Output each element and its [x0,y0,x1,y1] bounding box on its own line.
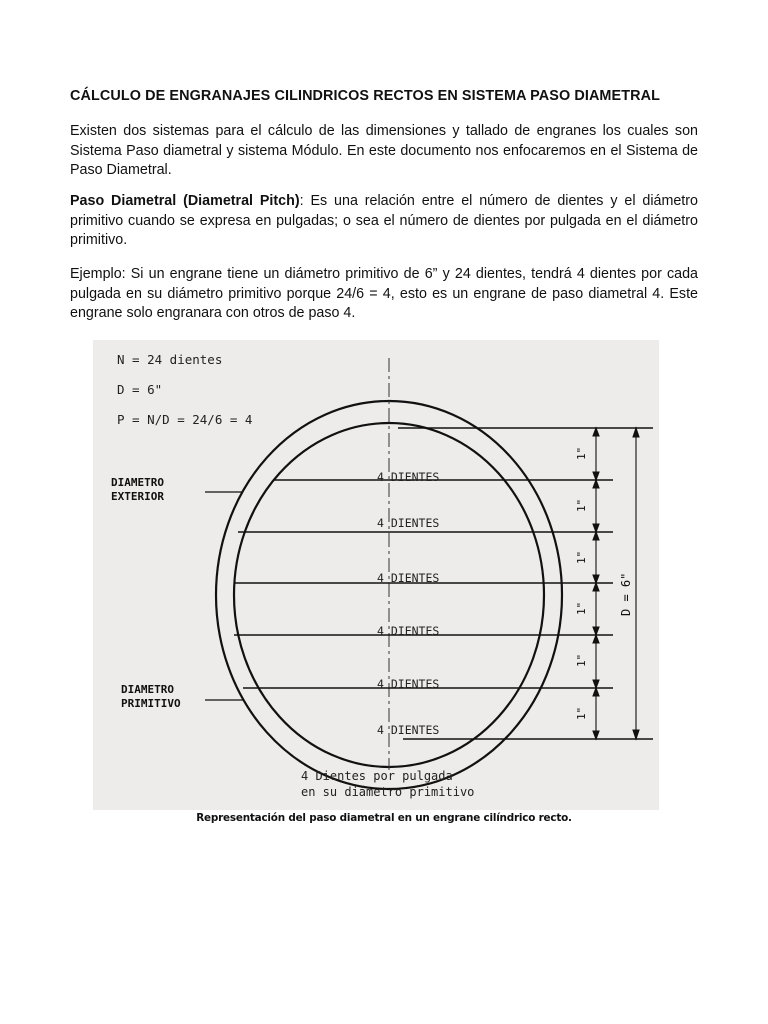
total-diameter-label: D = 6" [619,572,633,616]
definition-term: Paso Diametral (Diametral Pitch) [70,193,300,209]
definition-paragraph [70,192,698,251]
band-label-1: 4 DIENTES [377,470,440,484]
band-label-6: 4 DIENTES [377,723,440,737]
total-dimension-line [633,428,639,739]
band-label-4: 4 DIENTES [377,624,440,638]
bottom-note-line2: en su diámetro primitivo [301,785,475,799]
inch-label-2: 1" [575,498,588,512]
gear-diagram [93,340,659,810]
figure-caption: Representación del paso diametral en un engrane cilíndrico recto. [196,812,572,824]
band-label-2: 4 DIENTES [377,516,440,530]
bottom-note-line1: 4 Dientes por pulgada [301,769,453,783]
inch-label-5: 1" [575,653,588,667]
inch-label-4: 1" [575,601,588,615]
inch-label-1: 1" [575,446,588,460]
band-label-3: 4 DIENTES [377,571,440,585]
diametral-pitch-figure [93,340,659,810]
formula-d: D = 6" [117,382,163,397]
document-title: CÁLCULO DE ENGRANAJES CILINDRICOS RECTOS EN SISTEMA PASO DIAMETRAL [70,88,660,104]
formula-p: P = N/D = 24/6 = 4 [117,412,253,427]
inch-label-6: 1" [575,706,588,720]
pitch-diameter-label-line2: PRIMITIVO [121,697,181,710]
outer-diameter-label-line1: DIAMETRO [111,476,164,489]
outer-diameter-label-line2: EXTERIOR [111,490,164,503]
definition-text: : Es una relación entre el número de dientes y el diámetro primitivo cuando se expresa en pulgadas; o sea el número de dientes por pulgada en el diámetro primitivo. [70,193,698,248]
band-label-5: 4 DIENTES [377,677,440,691]
pitch-diameter-label-line1: DIAMETRO [121,683,174,696]
intro-paragraph: Existen dos sistemas para el cálculo de las dimensiones y tallado de engranes los cuales son Sistema Paso diametral y sistema Módulo. En este documento nos enfocaremos en el Sistema de Paso Diametral. [70,123,698,178]
formula-n: N = 24 dientes [117,352,223,367]
inch-label-3: 1" [575,550,588,564]
inch-division-lines [234,428,653,739]
example-paragraph: Ejemplo: Si un engrane tiene un diámetro primitivo de 6” y 24 dientes, tendrá 4 dientes por cada pulgada en su diámetro primitivo porque 24/6 = 4, esto es un engrane de paso diametral 4. Este engrane solo engranara con otros de paso 4. [70,266,698,321]
